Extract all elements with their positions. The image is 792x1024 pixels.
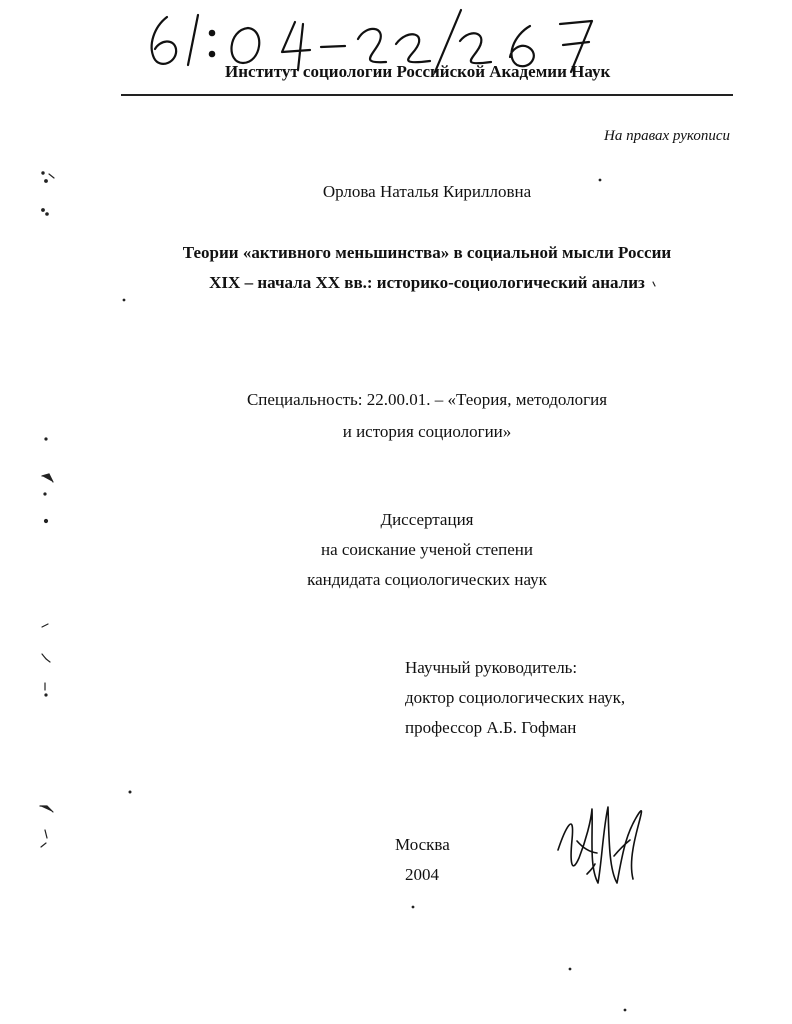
dissertation-title-line-1: Теории «активного меньшинства» в социальной мысли России — [182, 243, 672, 262]
year: 2004 — [405, 865, 439, 884]
degree-name-line: кандидата социологических наук — [307, 570, 547, 589]
city: Москва — [395, 835, 450, 854]
handwritten-signature — [555, 795, 650, 895]
supervisor-heading: Научный руководитель: — [405, 658, 578, 677]
header-divider — [121, 94, 733, 96]
supervisor-degree: доктор социологических наук, — [405, 688, 626, 707]
specialty-line-1: Специальность: 22.00.01. – «Теория, методология — [246, 390, 608, 409]
dissertation-label: Диссертация — [380, 510, 474, 529]
supervisor-name: профессор А.Б. Гофман — [405, 718, 577, 737]
author-name: Орлова Наталья Кирилловна — [322, 182, 532, 201]
institute-name: Институт социологии Российской Академии Наук — [225, 62, 611, 81]
specialty-line-2: и история социологии» — [342, 422, 512, 441]
dissertation-title-line-2: XIX – начала XX вв.: историко-социологический анализ — [209, 273, 645, 292]
degree-purpose-line: на соискание ученой степени — [320, 540, 534, 559]
manuscript-rights-note: На правах рукописи — [604, 128, 730, 144]
